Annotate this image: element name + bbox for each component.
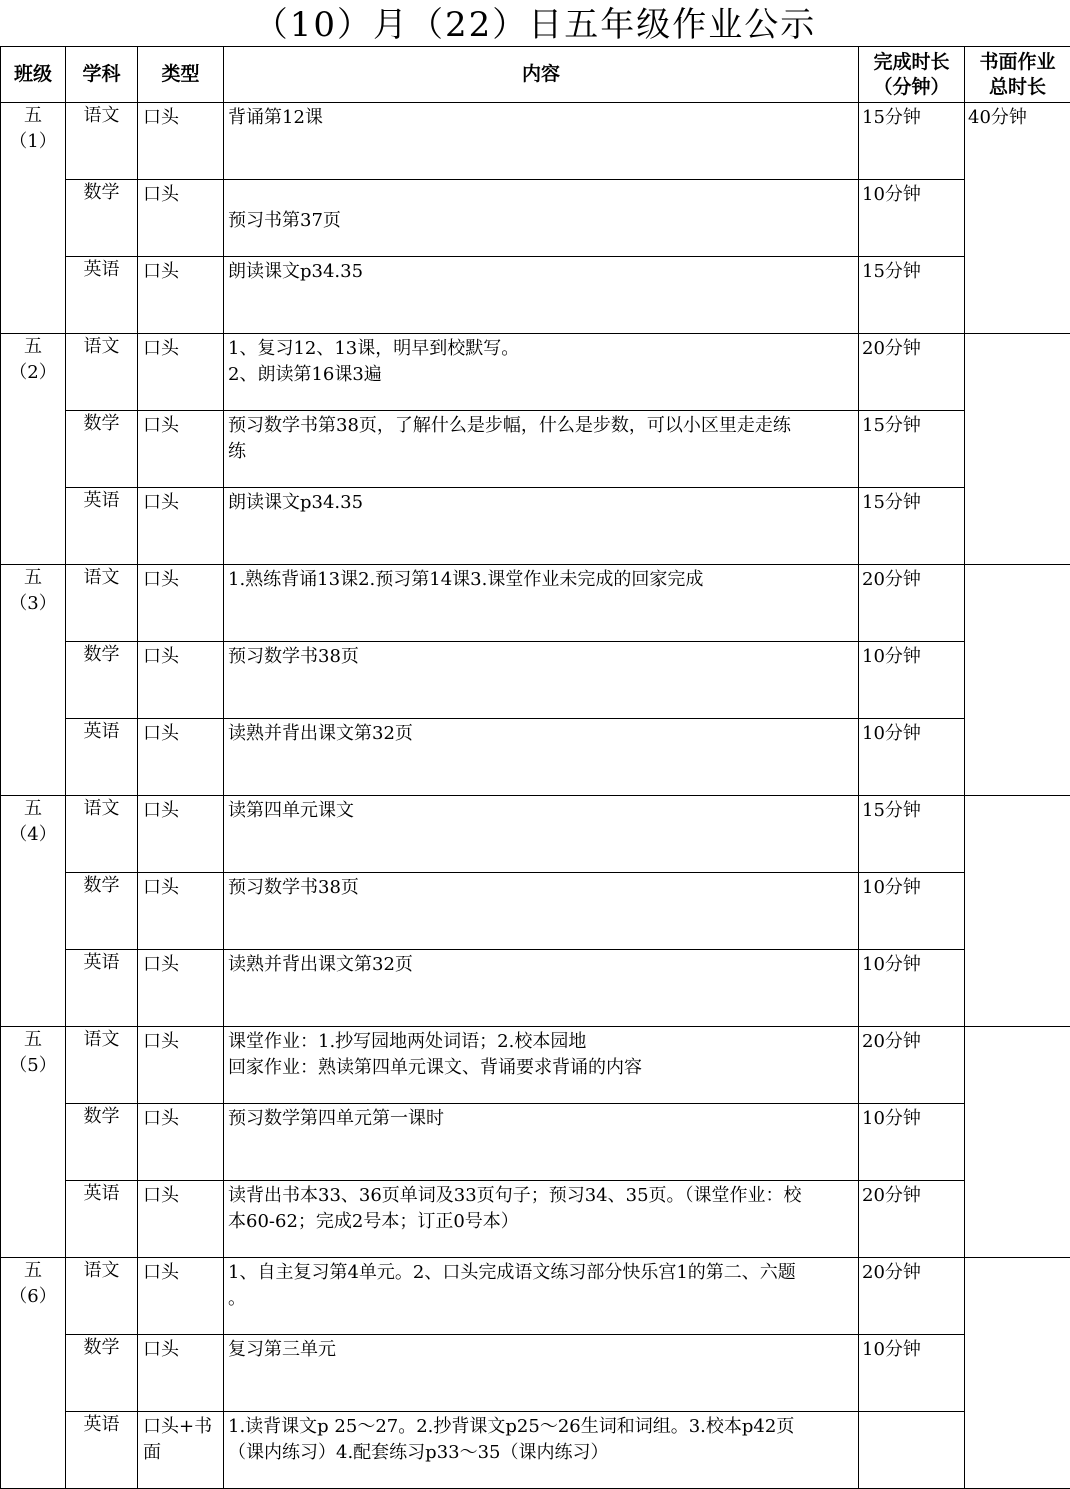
content-cell [224, 796, 859, 873]
type-cell: 口头 [138, 1335, 224, 1412]
time-cell: 10分钟 [859, 642, 965, 719]
content-line: 2、朗读第16课3遍 [228, 362, 854, 388]
content-line: 预习数学书38页 [228, 875, 854, 901]
class-cell [1, 565, 66, 796]
table-row [1, 334, 1070, 411]
subject-cell: 英语 [66, 488, 138, 565]
time-cell: 15分钟 [859, 796, 965, 873]
table-row [1, 1104, 1070, 1181]
type-cell: 口头 [138, 950, 224, 1027]
page-title: （10）月（22）日五年级作业公示 [0, 0, 1070, 46]
class-number: （6） [1, 1284, 65, 1310]
subject-cell: 数学 [66, 642, 138, 719]
type-cell: 口头 [138, 796, 224, 873]
header-total [965, 47, 1070, 103]
header-content: 内容 [224, 47, 859, 103]
content-cell [224, 411, 859, 488]
class-name: 五 [1, 334, 65, 360]
content-line: 复习第三单元 [228, 1337, 854, 1363]
type-cell: 口头 [138, 565, 224, 642]
subject-cell: 语文 [66, 796, 138, 873]
subject-cell: 语文 [66, 1258, 138, 1335]
content-line: 。 [228, 1286, 854, 1312]
content-cell [224, 103, 859, 180]
subject-cell: 语文 [66, 334, 138, 411]
time-cell: 20分钟 [859, 1258, 965, 1335]
table-row [1, 488, 1070, 565]
content-cell [224, 873, 859, 950]
table-row [1, 1335, 1070, 1412]
content-line: 读背出书本33、36页单词及33页句子；预习34、35页。（课堂作业：校 [228, 1183, 854, 1209]
table-row [1, 950, 1070, 1027]
content-line: 课堂作业：1.抄写园地两处词语；2.校本园地 [228, 1029, 854, 1055]
content-cell [224, 719, 859, 796]
class-name: 五 [1, 103, 65, 129]
total-cell [965, 334, 1070, 565]
type-cell: 口头 [138, 873, 224, 950]
class-cell [1, 103, 66, 334]
content-line: 练 [228, 439, 854, 465]
type-cell: 口头 [138, 1027, 224, 1104]
time-cell: 15分钟 [859, 257, 965, 334]
class-name: 五 [1, 565, 65, 591]
content-cell [224, 1258, 859, 1335]
subject-cell: 英语 [66, 1412, 138, 1489]
class-name: 五 [1, 1027, 65, 1053]
class-number: （2） [1, 360, 65, 386]
time-cell: 20分钟 [859, 1027, 965, 1104]
header-type: 类型 [138, 47, 224, 103]
subject-cell: 语文 [66, 103, 138, 180]
type-cell: 口头 [138, 1104, 224, 1181]
time-cell: 15分钟 [859, 103, 965, 180]
table-row [1, 873, 1070, 950]
content-cell [224, 1027, 859, 1104]
class-name: 五 [1, 1258, 65, 1284]
table-row [1, 565, 1070, 642]
type-cell: 口头+书面 [138, 1412, 224, 1489]
content-cell [224, 565, 859, 642]
content-line: 1、复习12、13课，明早到校默写。 [228, 336, 854, 362]
content-cell [224, 488, 859, 565]
content-cell [224, 180, 859, 257]
content-cell [224, 950, 859, 1027]
content-cell [224, 334, 859, 411]
class-cell [1, 1027, 66, 1258]
time-cell: 10分钟 [859, 1335, 965, 1412]
type-cell: 口头 [138, 334, 224, 411]
type-cell: 口头 [138, 488, 224, 565]
type-cell: 口头 [138, 257, 224, 334]
class-number: （5） [1, 1053, 65, 1079]
content-line: 预习数学第四单元第一课时 [228, 1106, 854, 1132]
content-line: 1、自主复习第4单元。2、口头完成语文练习部分快乐宫1的第二、六题 [228, 1260, 854, 1286]
header-time-line1: 完成时长 [859, 50, 964, 75]
header-time [859, 47, 965, 103]
content-cell [224, 1412, 859, 1489]
type-cell: 口头 [138, 719, 224, 796]
content-line: 预习数学书第38页，了解什么是步幅，什么是步数，可以小区里走走练 [228, 413, 854, 439]
table-row [1, 1258, 1070, 1335]
total-cell: 40分钟 [965, 103, 1070, 334]
time-cell: 10分钟 [859, 719, 965, 796]
table-row [1, 796, 1070, 873]
time-cell: 15分钟 [859, 488, 965, 565]
content-line: （课内练习）4.配套练习p33～35（课内练习） [228, 1440, 854, 1466]
time-cell: 10分钟 [859, 873, 965, 950]
homework-table [0, 46, 1070, 1489]
subject-cell: 数学 [66, 411, 138, 488]
type-cell: 口头 [138, 1258, 224, 1335]
content-line: 读第四单元课文 [228, 798, 854, 824]
table-row [1, 1027, 1070, 1104]
class-cell [1, 1258, 66, 1489]
subject-cell: 数学 [66, 180, 138, 257]
table-row [1, 411, 1070, 488]
subject-cell: 语文 [66, 1027, 138, 1104]
table-row [1, 719, 1070, 796]
class-number: （4） [1, 822, 65, 848]
subject-cell: 数学 [66, 1335, 138, 1412]
header-subject: 学科 [66, 47, 138, 103]
subject-cell: 英语 [66, 950, 138, 1027]
content-line: 读熟并背出课文第32页 [228, 721, 854, 747]
type-cell: 口头 [138, 411, 224, 488]
subject-cell: 英语 [66, 257, 138, 334]
content-line [228, 182, 854, 208]
table-body [1, 103, 1070, 1489]
class-number: （1） [1, 129, 65, 155]
content-line: 朗读课文p34.35 [228, 259, 854, 285]
class-cell [1, 796, 66, 1027]
type-cell: 口头 [138, 1181, 224, 1258]
class-cell [1, 334, 66, 565]
time-cell: 20分钟 [859, 334, 965, 411]
table-row [1, 1181, 1070, 1258]
class-name: 五 [1, 796, 65, 822]
total-cell [965, 1258, 1070, 1489]
total-cell [965, 565, 1070, 796]
subject-cell: 数学 [66, 1104, 138, 1181]
content-line: 预习数学书38页 [228, 644, 854, 670]
time-cell: 15分钟 [859, 411, 965, 488]
type-cell: 口头 [138, 642, 224, 719]
time-cell: 20分钟 [859, 1181, 965, 1258]
table-row [1, 103, 1070, 180]
time-cell: 10分钟 [859, 950, 965, 1027]
content-line: 朗读课文p34.35 [228, 490, 854, 516]
table-row [1, 1412, 1070, 1489]
time-cell: 10分钟 [859, 180, 965, 257]
type-cell: 口头 [138, 180, 224, 257]
content-line: 背诵第12课 [228, 105, 854, 131]
header-time-line2: （分钟） [859, 75, 964, 100]
table-row [1, 257, 1070, 334]
table-row [1, 180, 1070, 257]
time-cell: 20分钟 [859, 565, 965, 642]
content-line: 1.熟练背诵13课2.预习第14课3.课堂作业未完成的回家完成 [228, 567, 854, 593]
total-cell [965, 1027, 1070, 1258]
content-line: 本60-62；完成2号本；订正0号本） [228, 1209, 854, 1235]
header-class: 班级 [1, 47, 66, 103]
type-cell: 口头 [138, 103, 224, 180]
time-cell [859, 1412, 965, 1489]
content-line: 预习书第37页 [228, 208, 854, 234]
header-total-line2: 总时长 [965, 75, 1070, 100]
subject-cell: 数学 [66, 873, 138, 950]
total-cell [965, 796, 1070, 1027]
subject-cell: 语文 [66, 565, 138, 642]
header-row [1, 47, 1070, 103]
content-line: 读熟并背出课文第32页 [228, 952, 854, 978]
content-cell [224, 642, 859, 719]
subject-cell: 英语 [66, 1181, 138, 1258]
content-cell [224, 1181, 859, 1258]
class-number: （3） [1, 591, 65, 617]
content-cell [224, 1335, 859, 1412]
header-total-line1: 书面作业 [965, 50, 1070, 75]
content-cell [224, 257, 859, 334]
time-cell: 10分钟 [859, 1104, 965, 1181]
content-line: 回家作业：熟读第四单元课文、背诵要求背诵的内容 [228, 1055, 854, 1081]
subject-cell: 英语 [66, 719, 138, 796]
content-line: 1.读背课文p 25～27。2.抄背课文p25～26生词和词组。3.校本p42页 [228, 1414, 854, 1440]
table-row [1, 642, 1070, 719]
content-cell [224, 1104, 859, 1181]
